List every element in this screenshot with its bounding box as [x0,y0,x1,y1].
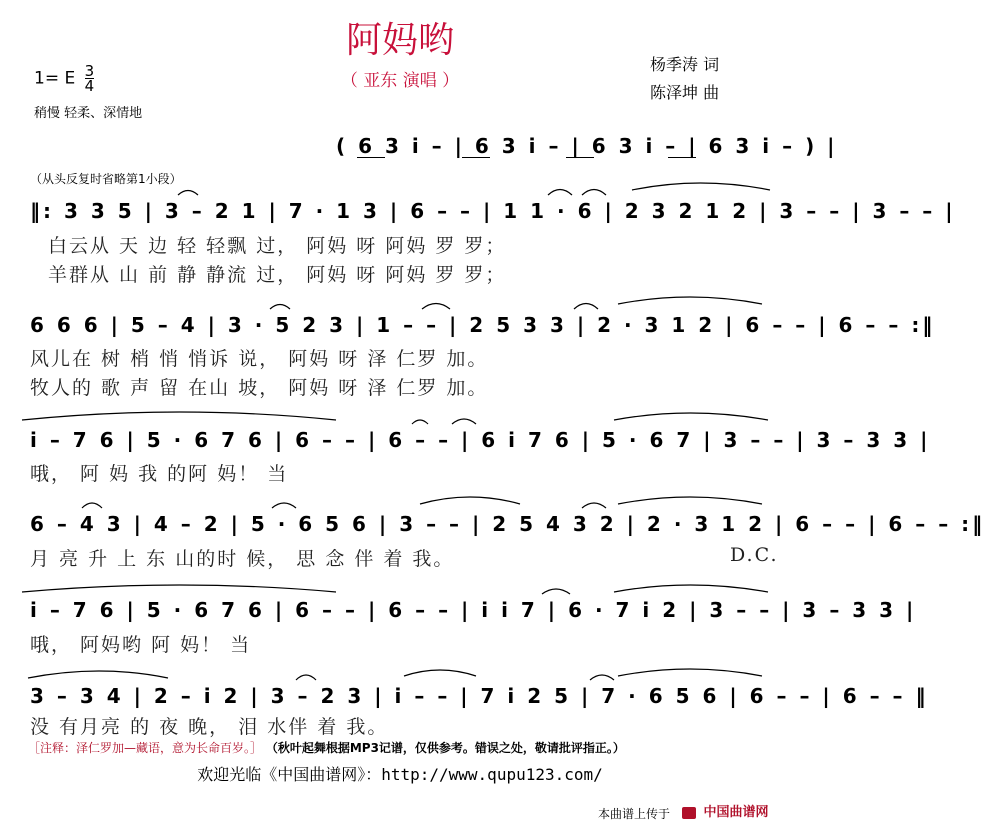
tie-arc [614,585,768,592]
singer-credit: （ 亚东 演唱 ） [340,71,460,91]
slur-arc [82,503,102,508]
slur-arc [422,304,450,310]
lyric-row-5: 哦， 阿妈哟 阿 妈！ 当 [30,634,252,656]
tie-arc [618,497,762,504]
lyric-row-3: 哦， 阿 妈 我 的阿 妈！ 当 [30,463,289,485]
lyricist-credit: 杨季涛 词 [650,55,720,74]
repeat-note: （从头反复时省略第1小段） [30,172,182,186]
annotation-note: ［注释：泽仁罗加—藏语，意为长命百岁。］ [28,741,263,755]
notation-row-1: ‖: 3 3 5 | 3 – 2 1 | 7 · 1 3 | 6 – – | 1 1 · 6 | 2 3 2 1 2 | 3 – – | 3 – – | [30,199,956,223]
lyric-row-1-verse-2: 羊群从 山 前 静 静流 过， 阿妈 呀 阿妈 罗 罗； [48,264,507,286]
da-capo-mark: D.C. [730,544,779,566]
intro-line: ( 6 3 i – | 6 3 i – | 6 3 i – | 6 3 i – ) | [336,134,838,158]
slur-arc [542,589,570,594]
page-title: 阿妈哟 [345,20,454,61]
tempo-marking: 稍慢 轻柔、深情地 [34,106,143,121]
notation-row-3: i – 7 6 | 5 · 6 7 6 | 6 – – | 6 – – | 6 i 7 6 | 5 · 6 7 | 3 – – | 3 – 3 3 | [30,428,931,452]
notation-row-5: i – 7 6 | 5 · 6 7 6 | 6 – – | 6 – – | i i 7 | 6 · 7 i 2 | 3 – – | 3 – 3 3 | [30,598,917,622]
tie-arc [420,497,520,504]
composer-credit: 陈泽坤 曲 [650,83,720,102]
tie-arc [22,585,336,592]
notation-row-4: 6 – 4 3 | 4 – 2 | 5 · 6 5 6 | 3 – – | 2 5 4 3 2 | 2 · 3 1 2 | 6 – – | 6 – – :‖ [30,512,985,536]
slur-arc [574,304,598,310]
slur-arc [548,190,572,196]
slur-arc [270,305,290,310]
lyric-row-6: 没 有月亮 的 夜 晚， 泪 水伴 着 我。 [30,716,389,738]
slur-arc [590,675,614,680]
time-denominator: 4 [84,77,95,95]
lyric-row-2-verse-2: 牧人的 歌 声 留 在山 坡， 阿妈 呀 泽 仁罗 加。 [30,377,489,399]
tie-arc [618,669,762,676]
slur-arc [412,420,428,424]
slur-arc [296,675,316,680]
notation-row-2: 6 6 6 | 5 – 4 | 3 · 5 2 3 | 1 – – | 2 5 3 3 | 2 · 3 1 2 | 6 – – | 6 – – :‖ [30,313,936,337]
slur-arc [582,503,606,508]
site-name: 中国曲谱网 [703,805,769,820]
lyric-row-1-verse-1: 白云从 天 边 轻 轻飘 过， 阿妈 呀 阿妈 罗 罗； [48,235,507,257]
tie-arc [618,297,762,304]
welcome-link[interactable]: 欢迎光临《中国曲谱网》：http://www.qupu123.com/ [197,765,603,784]
tie-arc [614,413,768,420]
slur-arc [582,190,606,196]
upload-text: 本曲谱上传于 [598,807,671,821]
notation-row-6: 3 – 3 4 | 2 – i 2 | 3 – 2 3 | i – – | 7 i 2 5 | 7 · 6 5 6 | 6 – – | 6 – – ‖ [30,684,929,708]
tie-arc [22,412,336,420]
tie-arc [632,183,770,190]
lyric-row-4: 月 亮 升 上 东 山的时 候， 思 念 伴 着 我。 [30,548,455,570]
logo-icon [682,807,696,819]
lyric-row-2-verse-1: 风儿在 树 梢 悄 悄诉 说， 阿妈 呀 泽 仁罗 加。 [30,348,489,370]
slur-arc [178,191,198,196]
footer-note [28,739,625,756]
slur-arc [452,419,476,424]
slur-arc [272,503,296,508]
time-numerator: 3 [84,62,95,80]
transcription-note: （秋叶起舞根据MP3记谱，仅供参考。错误之处，敬请批评指正。） [265,741,625,755]
site-logo[interactable] [682,801,769,820]
tie-arc [28,671,168,678]
tie-arc [404,670,476,676]
key-label: 1= E [34,68,76,89]
